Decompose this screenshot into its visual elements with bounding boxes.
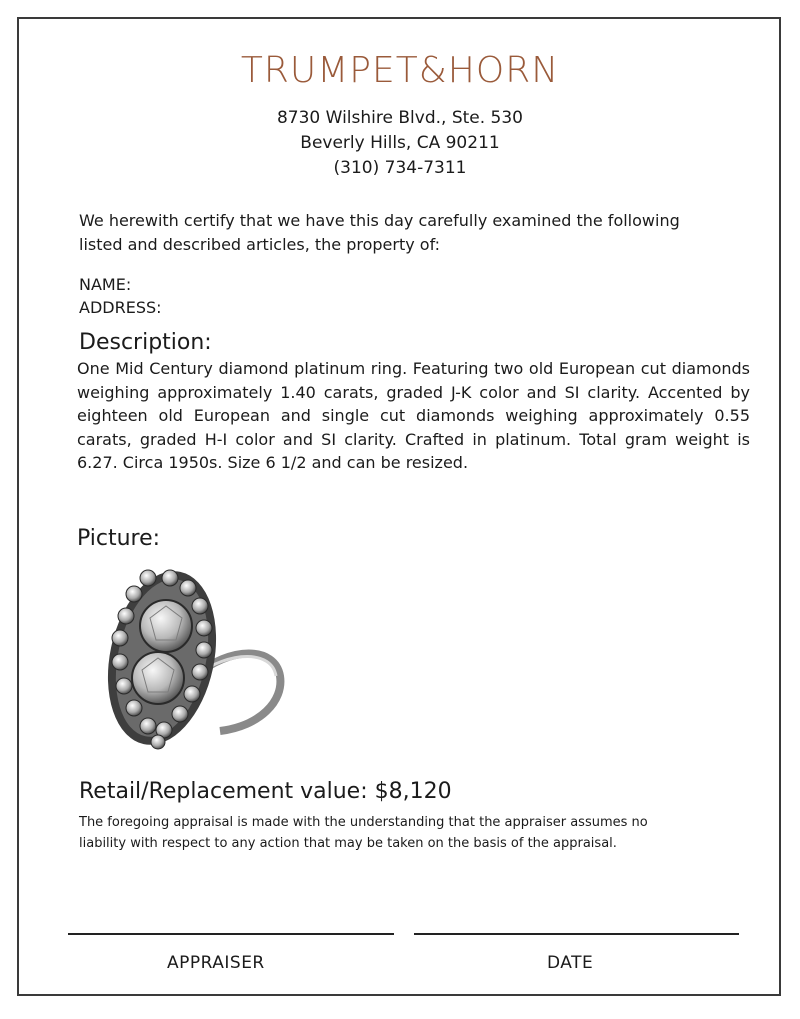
retail-value [79, 779, 452, 804]
appraiser-label: APPRAISER [167, 953, 265, 973]
brand-name-right: HORN [447, 50, 560, 91]
owner-address-label: ADDRESS: [79, 298, 162, 317]
owner-name-label: NAME: [79, 275, 132, 294]
disclaimer-line2: liability with respect to any action that may be taken on the basis of the appraisal. [79, 836, 617, 851]
store-address-line2: Beverly Hills, CA 90211 [300, 133, 500, 153]
brand-name-left: TRUMPET [240, 50, 419, 91]
description-heading: Description: [79, 330, 212, 355]
brand-logo [0, 50, 800, 91]
store-address-line1: 8730 Wilshire Blvd., Ste. 530 [276, 108, 523, 128]
disclaimer-line1: The foregoing appraisal is made with the understanding that the appraiser assumes no [79, 815, 648, 830]
appraiser-signature-line [68, 933, 394, 935]
description-text: One Mid Century diamond platinum ring. Featuring two old European cut diamonds weighing approximately 1.40 carats, graded J-K color and SI clarity. Accented by eighteen old European and single cut diamonds weighing approximately 0.55 carats, graded H-I color and SI clarity. Crafted in platinum. Total gram weight is 6.27. Circa 1950s. Size 6 1/2 and can be resized. [77, 359, 750, 472]
brand-ampersand: & [418, 50, 448, 91]
retail-value-amount: $8,120 [374, 779, 452, 804]
date-signature-line [414, 933, 739, 935]
ring-photo [100, 566, 290, 756]
picture-heading: Picture: [77, 526, 161, 551]
disclaimer [79, 812, 739, 854]
certification-line2: listed and described articles, the property of: [79, 235, 441, 254]
date-label: DATE [547, 953, 594, 973]
retail-value-label: Retail/Replacement value: [79, 779, 368, 804]
certification-line1: We herewith certify that we have this day carefully examined the following [79, 211, 680, 230]
store-phone: (310) 734-7311 [333, 158, 467, 178]
